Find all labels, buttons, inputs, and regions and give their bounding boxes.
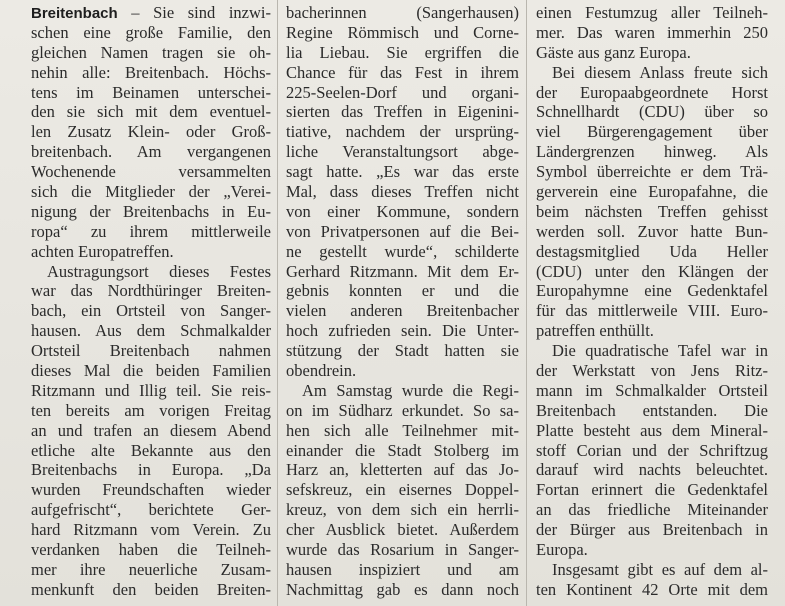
text-line: Fortan erinnert die Gedenktafel [536, 480, 768, 500]
text-line: Schnellhardt (CDU) über so [536, 102, 768, 122]
text-line: mer ihre neuerliche Zusam- [31, 559, 271, 579]
text-line: an und trafen an diesem Abend [31, 420, 271, 440]
text-line: beim nächsten Treffen gehisst [536, 201, 768, 221]
text-line: Gäste aus ganz Europa. [536, 42, 691, 62]
text-line: Nachmittag gab es dann noch [286, 579, 519, 599]
text-line: mann im Schmalkalder Ortsteil [536, 380, 768, 400]
article-column-2 [286, 3, 519, 600]
text-line: achten Europatreffen. [31, 241, 174, 261]
text-line: sefskreuz, ein eisernes Doppel- [286, 480, 519, 500]
text-line: Symbol überreichte er dem Trä- [536, 162, 768, 182]
text-line: ne gestellt wurde“, schilderte [286, 241, 519, 261]
text-line: tiative, nachdem der ursprüng- [286, 122, 519, 142]
text-line: hausen. Aus dem Schmalkalder [31, 321, 271, 341]
text-line: ten Kontinent 42 Orte mit dem [536, 579, 768, 599]
text-line: 225-Seelen-Dorf und organi- [286, 82, 519, 102]
article-column-1 [31, 3, 271, 600]
text-line: ropa“ zu ihrem mittlerweile [31, 221, 271, 241]
text-line: Europahymne eine Gedenktafel [536, 281, 768, 301]
text-line: stoff Corian und der Schriftzug [536, 440, 768, 460]
text-line: Platte besteht aus dem Mineral- [536, 420, 768, 440]
text-line: vielen anderen Breitenbacher [286, 301, 519, 321]
text-line: Die quadratische Tafel war in [552, 341, 768, 361]
text-line: bach, ein Ortsteil von Sanger- [31, 301, 271, 321]
text-line: Regine Römmisch und Corne- [286, 22, 519, 42]
text-line: Gerhard Ritzmann. Mit dem Er- [286, 261, 519, 281]
text-line: tens im Beinamen unterschei- [31, 82, 271, 102]
text-line: einen Festumzug aller Teilneh- [536, 3, 768, 22]
text-line: wurde das Rosarium in Sanger- [286, 540, 519, 560]
text-line: etliche alte Bekannte aus den [31, 440, 271, 460]
text-line: bacherinnen (Sangerhausen) [286, 3, 519, 22]
text-line: Breitenbach – Sie sind inzwi- [31, 3, 271, 22]
text-line: patreffen enthüllt. [536, 321, 654, 341]
text-line: hoch zufrieden sein. Die Unter- [286, 321, 519, 341]
text-line: für das mittlerweile VIII. Euro- [536, 301, 768, 321]
text-line: ten bereits am vorigen Freitag [31, 400, 271, 420]
text-line: Ländergrenzen hinweg. Als [536, 142, 768, 162]
text-line: liche Veranstaltungsort abge- [286, 142, 519, 162]
text-line: Insgesamt gibt es auf dem al- [552, 559, 768, 579]
text-line: Ritzmann und Illig teil. Sie reis- [31, 380, 271, 400]
text-line: von einer Kommune, sondern [286, 201, 519, 221]
text-line: (CDU) unter den Klängen der [536, 261, 768, 281]
text-line: Breitenbachs in Europa. „Da [31, 460, 271, 480]
column-divider [277, 0, 278, 606]
text-line: sich die Mitglieder der „Verei- [31, 182, 271, 202]
text-line: Mal, dass dieses Treffen nicht [286, 182, 519, 202]
text-line: cher Ausblick bietet. Außerdem [286, 520, 519, 540]
text-line: von Privatpersonen auf die Bei- [286, 221, 519, 241]
text-line: Austragungsort dieses Festes [47, 261, 271, 281]
text-line: wurden Freundschaften wieder [31, 480, 271, 500]
text-line: stützung der Stadt hatten sie [286, 341, 519, 361]
text-line: hen sich alle Teilnehmer mit- [286, 420, 519, 440]
text-line: Wochenende versammelten [31, 162, 271, 182]
text-line: der Bürger aus Breitenbach in [536, 520, 768, 540]
text-line: lia Liebau. Sie ergriffen die [286, 42, 519, 62]
text-line: Europa. [536, 540, 588, 560]
text-line: gebnis konnten er und die [286, 281, 519, 301]
text-line: Breitenbach entstanden. Die [536, 400, 768, 420]
text-line: hausen inspiziert und am [286, 559, 519, 579]
text-line: gleichen Namen tragen sie oh- [31, 42, 271, 62]
text-line: breitenbach. Am vergangenen [31, 142, 271, 162]
text-line: Ortsteil Breitenbach nahmen [31, 341, 271, 361]
text-line: hard Ritzmann vom Verein. Zu [31, 520, 271, 540]
text-line: Am Samstag wurde die Regi- [302, 380, 519, 400]
text-line: der Werkstatt von Jens Ritz- [536, 361, 768, 381]
text-line: der Europaabgeordnete Horst [536, 82, 768, 102]
text-line: viel Bürgerengagement über [536, 122, 768, 142]
text-line: Bei diesem Anlass freute sich [552, 62, 768, 82]
text-line: menkunft den beiden Breiten- [31, 579, 271, 599]
text-line: len Zusatz Klein- oder Groß- [31, 122, 271, 142]
text-line: gerverein eine Europafahne, die [536, 182, 768, 202]
text-line: werden soll. Zuvor hatte Bun- [536, 221, 768, 241]
column-divider [526, 0, 527, 606]
text-line: verdanken haben die Teilneh- [31, 540, 271, 560]
text-line: einander die Stadt Stolberg im [286, 440, 519, 460]
text-line: Harz an, kletterten auf das Jo- [286, 460, 519, 480]
text-line: on im Südharz erkundet. So sa- [286, 400, 519, 420]
text-line: war das Nordthüringer Breiten- [31, 281, 271, 301]
article-column-3 [536, 3, 768, 600]
text-line: schen eine große Familie, den [31, 22, 271, 42]
text-line: mer. Das waren immerhin 250 [536, 22, 768, 42]
text-line: sierten das Treffen in Eigenini- [286, 102, 519, 122]
text-line: kreuz, von dem sich ein herrli- [286, 500, 519, 520]
text-line: destagsmitglied Uda Heller [536, 241, 768, 261]
text-line: nigung der Breitenbachs in Eu- [31, 201, 271, 221]
text-line: aufgefrischt“, berichtete Ger- [31, 500, 271, 520]
text-line: obendrein. [286, 361, 357, 381]
text-line: darauf wird nachts beleuchtet. [536, 460, 768, 480]
text-line: nehin alle: Breitenbach. Höchs- [31, 62, 271, 82]
text-line: an das friedliche Miteinander [536, 500, 768, 520]
dateline: Breitenbach [31, 5, 118, 22]
text-line: Chance für das Fest in ihrem [286, 62, 519, 82]
text-line: sagt hatte. „Es war das erste [286, 162, 519, 182]
text-line: dieses Mal die beiden Familien [31, 361, 271, 381]
text-line: den sie sich mit dem eventuel- [31, 102, 271, 122]
